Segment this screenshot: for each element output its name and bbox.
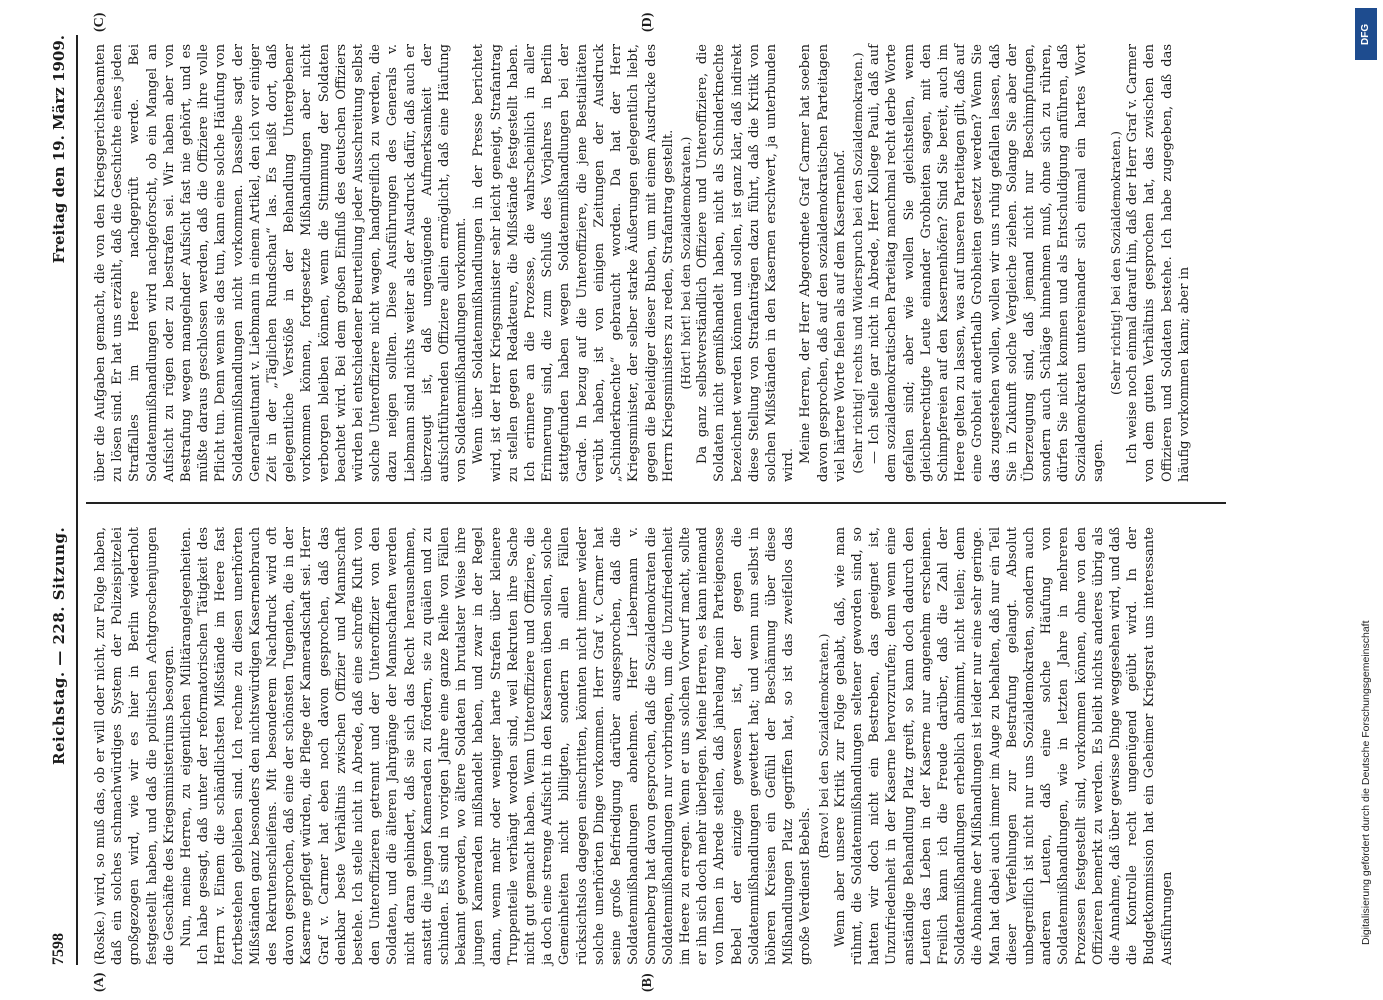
session-title: Reichstag. — 228. Sitzung. <box>50 526 68 765</box>
left-text-column <box>92 527 1232 965</box>
margin-marker-b: (B) <box>640 973 655 992</box>
margin-marker-d: (D) <box>640 12 655 32</box>
right-column-paragraph: Meine Herren, der Herr Abgeordnete Graf Carmer hat soeben davon gesprochen, daß auf den sozialdemokratischen Parteitagen viel härtere Worte fielen als auf dem Kasernenhof. <box>798 44 848 482</box>
right-column-paragraph: (Hört! hört! bei den Sozialdemokraten.) <box>677 136 693 390</box>
margin-marker-c: (C) <box>92 12 107 32</box>
margin-marker-a: (A) <box>92 972 107 992</box>
left-column-paragraph: (Bravo! bei den Sozialdemokraten.) <box>815 633 831 859</box>
session-date: Freitag den 19. März 1909. <box>50 35 68 264</box>
right-column-paragraph: über die Aufgaben gemacht, die von den Kriegsgerichtsbeamten zu lösen sind. Er hat uns erzählt, daß die Geschichte eines jeden Straffalles im Heere nachgeprüft werde. Bei Soldatenmißhandlungen wird nachgeforscht, ob ein Mangel an Aufsicht zu rügen oder zu bestrafen sei. Wir haben aber von Bestrafung wegen mangelnder Aufsicht fast nie gehört, und es müßte daraus geschlossen werden, daß die Offiziere ihre volle Pflicht tun. Denn wenn sie das tun, kann eine solche Häufung von Soldatenmißhandlungen nicht vorkommen. Dasselbe sagt der Generalleutnant v. Liebmann in einem Artikel, den ich vor einiger Zeit in der „Täglichen Rundschau“ las. Es heißt dort, daß gelegentliche Verstöße in der Behandlung Untergebener vorkommen können, fortgesetzte Mißhandlungen aber nicht verborgen bleiben können, wenn die Stimmung der Soldaten beachtet wird. Bei dem großen Einfluß des deutschen Offiziers würden bei entschiedener Beurteilung jeder Ausschreitung selbst solche Unteroffiziere nicht wagen, handgreiflich zu werden, die dazu neigen sollten. Diese Ausführungen des Generals v. Liebmann sind nichts weiter als der Ausdruck dafür, daß auch er überzeugt ist, daß ungenügende Aufmerksamkeit der aufsichtführenden Offiziere allein ermöglicht, daß eine Häufung von Soldatenmißhandlungen vorkommt. <box>93 44 470 482</box>
column-divider <box>86 503 1226 505</box>
right-column-paragraph: (Sehr richtig! rechts und Widerspruch bei den Sozialdemokraten.) <box>849 52 865 474</box>
left-column-paragraph: Wenn aber unsere Kritik zur Folge gehabt, daß, wie man rühmt, die Soldatenmißhandlungen seltener geworden sind, so hatten wir doch nicht ein Bestreben, das geeignet ist, Unzufriedenheit in der Kaserne hervorzurufen; denn wenn eine anständige Behandlung Platz greift, so kann doch dadurch den Leuten das Leben in der Kaserne nur angenehm erscheinen. Freilich kann ich die Freude darüber, daß die Zahl der Soldatenmißhandlungen erheblich abnimmt, nicht teilen; denn die Abnahme der Mißhandlungen ist leider nur eine sehr geringe. Man hat dabei auch immer im Auge zu behalten, daß nur ein Teil dieser Verfehlungen zur Bestrafung gelangt. Absolut unbegreiflich ist nicht nur uns Sozialdemokraten, sondern auch anderen Leuten, daß eine solche Häufung von Soldatenmißhandlungen, wie in letzten Jahre in mehreren Prozessen festgestellt sind, vorkommen können, ohne von den Offizieren bemerkt zu werden. Es bleibt nichts anderes übrig als die Annahme, daß über gewisse Dinge weggesehen wird, und daß die Kontrolle recht ungenügend geübt wird. In der Budgetkommission hat ein Geheimer Kriegsrat uns interessante Ausführungen <box>832 527 1175 965</box>
right-column-paragraph: Wenn über Soldatenmißhandlungen in der Presse berichtet wird, ist der Herr Kriegsminister sehr leicht geneigt, Strafantrag zu stellen gegen Redakteure, die Mißstände festgestellt haben. Ich erinnere an die Prozesse, die wahrscheinlich in aller Erinnerung sind, die zum Schluß des Vorjahres in Berlin stattgefunden haben wegen Soldatenmißhandlungen bei der Garde. In bezug auf die Unteroffiziere, die jene Bestialitäten verübt haben, ist von einigen Zeitungen der Ausdruck „Schinderknechte“ gebraucht worden. Da hat der Herr Kriegsminister, der selber starke Äußerungen gelegentlich liebt, gegen die Beleidiger dieser Buben, um mit einem Ausdrucke des Herrn Kriegsministers zu reden, Strafantrag gestellt. <box>471 44 676 482</box>
right-column-paragraph: Da ganz selbstverständlich Offiziere und Unteroffiziere, die Soldaten nicht gemißhandelt haben, nicht als Schinderknechte bezeichnet werden können und sollen, ist ganz klar, daß indirekt diese Stellung von Strafanträgen dazu führt, daß die Kritik von solchen Mißständen in den Kasernen erschwert, ja unterbunden wird. <box>695 44 797 482</box>
right-text-column <box>92 44 1232 482</box>
header-rule <box>76 35 78 965</box>
page-header <box>45 35 75 965</box>
right-column-paragraph: Ich weise noch einmal darauf hin, daß der Herr Graf v. Carmer von dem guten Verhältnis gesprochen hat, das zwischen den Offizieren und Soldaten bestehe. Ich habe zugegeben, daß das häufig vorkommen kann; aber in <box>1125 44 1192 482</box>
right-column-paragraph: (Sehr richtig! bei den Sozialdemokraten.) <box>1107 131 1123 395</box>
left-column-paragraph: Nun, meine Herren, zu eigentlichen Militärangelegenheiten. Ich habe gesagt, daß unter der reformatorischen Tätigkeit des Herrn v. Einem die schändlichsten Mißstände im Heere fast fortbestehen geblieben sind. Ich rechne zu diesen unerhörten Mißständen ganz besonders den nichtswürdigen Kasernenbrauch des Rekrutenschleifens. Mit besonderem Nachdruck wird oft davon gesprochen, daß eine der schönsten Tugenden, die in der Kaserne gepflegt würden, die Pflege der Kameradschaft sei. Herr Graf v. Carmer hat eben noch davon gesprochen, daß das denkbar beste Verhältnis zwischen Offizier und Mannschaft bestehe. Ich stelle nicht in Abrede, daß eine schroffe Kluft von den Unteroffizieren getrennt und der Unteroffizier von den Soldaten, und die älteren Jahrgänge der Mannschaften werden nicht daran gehindert, daß sie sich das Recht herausnehmen, anstatt die jungen Kameraden zu fördern, sie zu quälen und zu schinden. Es sind in vorigen Jahre eine ganze Reihe von Fällen bekannt geworden, wo ältere Soldaten in brutalster Weise ihre jungen Kameraden mißhandelt haben, und zwar in der Regel dann, wenn mehr oder weniger harte Strafen über kleinere Truppenteile verhängt worden sind, weil Rekruten ihre Sache nicht gut gemacht haben. Wenn Unteroffiziere und Offiziere, die ja doch eine strenge Aufsicht in den Kasernen üben sollen, solche Gemeinheiten nicht billigten, sondern in allen Fällen rücksichtslos dagegen einschritten, könnten nicht immer wieder solche unerhörten Dinge vorkommen. Herr Graf v. Carmer hat seine große Befriedigung darüber ausgesprochen, daß die Soldatenmißhandlungen abnehmen. Herr Liebermann v. Sonnenberg hat davon gesprochen, daß die Sozialdemokraten die Soldatenmißhandlungen nur vorbringen, um die Unzufriedenheit im Heere zu erregen. Wenn er uns solchen Vorwurf macht, sollte er ihn sich doch mehr überlegen. Meine Herren, es kann niemand von Ihnen in Abrede stellen, daß jahrelang mein Parteigenosse Bebel der einzige gewesen ist, der gegen die Soldatenmißhandlungen gewettert hat; und wenn nun selbst in höheren Kreisen ein Gefühl der Beschämung über diese Mißhandlungen Platz gegriffen hat, so ist das zweifellos das große Verdienst Bebels. <box>179 527 814 965</box>
left-column-paragraph: (Roske.) wird, so muß das, ob er will oder nicht, zur Folge haben, daß ein solches schmachwürdiges System der Polizeispitzelei großgezogen wird, wie wir es hier in Berlin wiederholt festgestellt haben, und daß die politischen Achtgroschenjungen die Geschäfte des Kriegsministeriums besorgen. <box>93 527 177 965</box>
dfg-logo: DFG <box>1355 8 1377 60</box>
digitization-credit: Digitalisierung gefördert durch die Deutsche Forschungsgemeinschaft <box>1360 620 1372 945</box>
right-column-paragraph: — Ich stelle gar nicht in Abrede, Herr Kollege Pauli, daß auf dem sozialdemokratischen Parteitag manchmal recht derbe Worte gefallen sind; aber wie wollen Sie gleichstellen, wenn gleichberechtigte Leute einander Grobheiten sagen, mit den Schimpfereien auf den Kasernenhöfen? Sind Sie bereit, auch im Heere gelten zu lassen, was auf unseren Parteitagen gilt, daß auf eine Grobheit anderthalb Grobheiten gesetzt werden? Wenn Sie das zugestehen wollen, wollen wir uns ruhig gefallen lassen, daß Sie in Zukunft solche Vergleiche ziehen. Solange Sie aber der Überzeugung sind, daß jemand nicht nur Beschimpfungen, sondern auch Schläge hinnehmen muß, ohne sich zu rühren, dürfen Sie nicht kommen und als Entschuldigung anführen, daß Sozialdemokraten untereinander sich einmal ein hartes Wort sagen. <box>867 44 1106 482</box>
page-number: 7598 <box>50 933 67 965</box>
